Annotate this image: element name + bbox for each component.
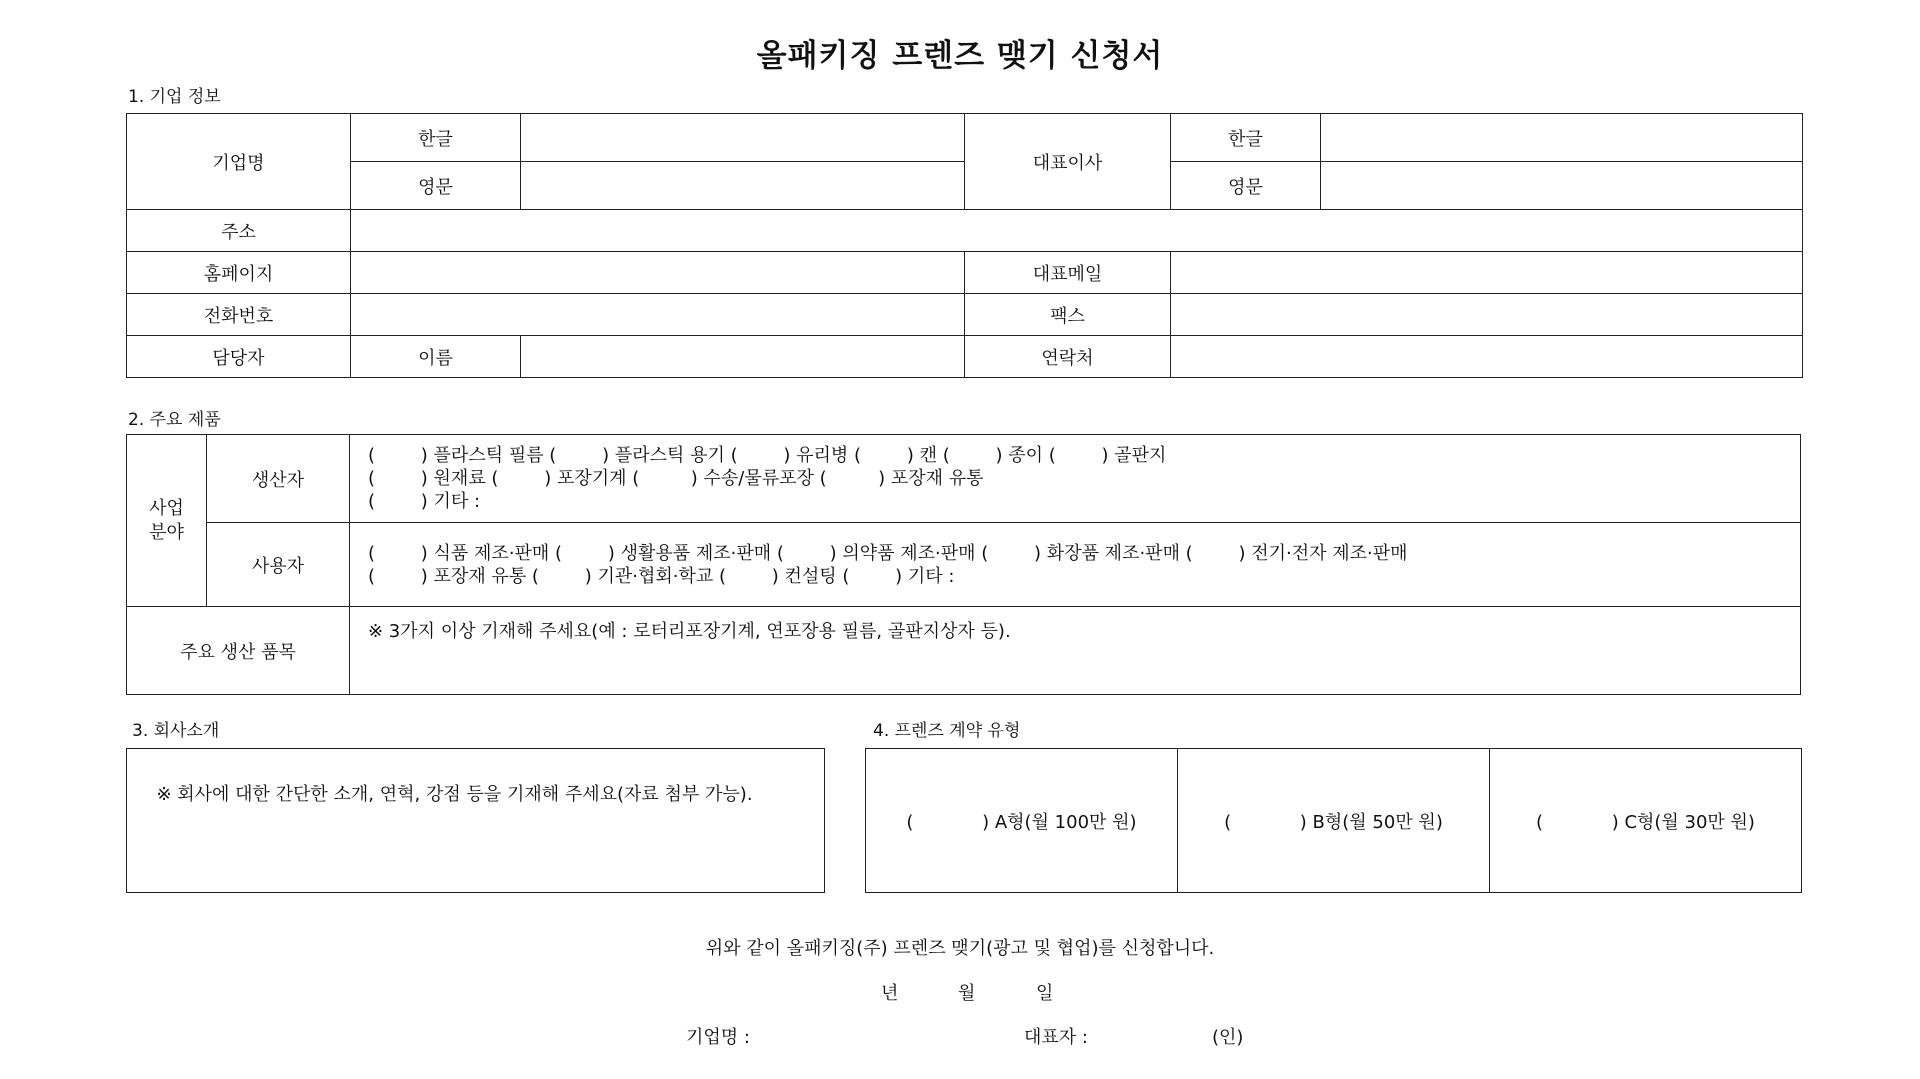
address-field[interactable] (351, 210, 1803, 252)
company-name-korean-field[interactable] (521, 114, 965, 162)
producer-options[interactable] (350, 435, 1801, 523)
homepage-label: 홈페이지 (127, 252, 351, 294)
company-intro-field[interactable] (126, 748, 825, 893)
date-year-label: 년 (881, 983, 899, 1004)
contact-label: 연락처 (965, 336, 1171, 378)
phone-field[interactable] (351, 294, 965, 336)
date-month-label: 월 (958, 983, 976, 1004)
section3-heading: 3. 회사소개 (132, 721, 220, 741)
section2-heading: 2. 주요 제품 (128, 410, 221, 430)
producer-label: 생산자 (207, 435, 350, 523)
company-name-english-label: 영문 (351, 162, 521, 210)
user-options[interactable] (350, 523, 1801, 607)
contact-name-label: 이름 (351, 336, 521, 378)
company-name-english-field[interactable] (521, 162, 965, 210)
homepage-field[interactable] (351, 252, 965, 294)
company-name-korean-label: 한글 (351, 114, 521, 162)
main-items-note: ※ 3가지 이상 기재해 주세요(예 : 로터리포장기계, 연포장용 필름, 골판지상자 등). (368, 621, 1011, 642)
company-name-label: 기업명 (127, 114, 351, 210)
fax-label: 팩스 (965, 294, 1171, 336)
user-line-1[interactable]: ( ) 식품 제조·판매 ( ) 생활용품 제조·판매 ( ) 의약품 제조·판매 ( ) 화장품 제조·판매 ( ) 전기·전자 제조·판매 (368, 542, 1408, 564)
email-field[interactable] (1171, 252, 1803, 294)
ceo-english-label: 영문 (1171, 162, 1321, 210)
section1-heading: 1. 기업 정보 (128, 87, 221, 107)
main-items-field[interactable] (350, 607, 1801, 695)
date-day-label: 일 (1036, 983, 1054, 1004)
contract-option-b[interactable]: ( ) B형(월 50만 원) (1178, 749, 1490, 893)
user-label: 사용자 (207, 523, 350, 607)
phone-label: 전화번호 (127, 294, 351, 336)
contact-name-field[interactable] (521, 336, 965, 378)
business-field-label: 사업 분야 (127, 435, 207, 607)
signature-company-label: 기업명 : (686, 1027, 750, 1048)
ceo-korean-label: 한글 (1171, 114, 1321, 162)
company-info-table (126, 113, 1803, 378)
contact-person-label: 담당자 (127, 336, 351, 378)
ceo-korean-field[interactable] (1321, 114, 1803, 162)
address-label: 주소 (127, 210, 351, 252)
application-statement: 위와 같이 올패키징(주) 프렌즈 맺기(광고 및 협업)를 신청합니다. (705, 938, 1215, 959)
company-intro-note: ※ 회사에 대한 간단한 소개, 연혁, 강점 등을 기재해 주세요(자료 첨부 가능). (156, 784, 753, 805)
producer-line-2[interactable]: ( ) 원재료 ( ) 포장기계 ( ) 수송/물류포장 ( ) 포장재 유통 (368, 468, 984, 489)
signature-rep-label: 대표자 : (1024, 1027, 1088, 1048)
contract-option-a[interactable]: ( ) A형(월 100만 원) (866, 749, 1178, 893)
fax-field[interactable] (1171, 294, 1803, 336)
producer-line-3[interactable]: ( ) 기타 : (368, 491, 481, 512)
form-title: 올패키징 프렌즈 맺기 신청서 (756, 38, 1164, 74)
producer-line-1[interactable]: ( ) 플라스틱 필름 ( ) 플라스틱 용기 ( ) 유리병 ( ) 캔 ( ) 종이 ( ) 골판지 (368, 445, 1167, 466)
email-label: 대표메일 (965, 252, 1171, 294)
contract-option-c[interactable]: ( ) C형(월 30만 원) (1490, 749, 1802, 893)
section4-heading: 4. 프렌즈 계약 유형 (873, 721, 1021, 741)
ceo-english-field[interactable] (1321, 162, 1803, 210)
contract-type-table (865, 748, 1802, 893)
seal-label: (인) (1212, 1027, 1244, 1048)
main-items-label: 주요 생산 품목 (127, 607, 350, 695)
main-products-table (126, 434, 1801, 695)
contact-field[interactable] (1171, 336, 1803, 378)
ceo-label: 대표이사 (965, 114, 1171, 210)
user-line-2[interactable]: ( ) 포장재 유통 ( ) 기관·협회·학교 ( ) 컨설팅 ( ) 기타 : (368, 565, 955, 587)
